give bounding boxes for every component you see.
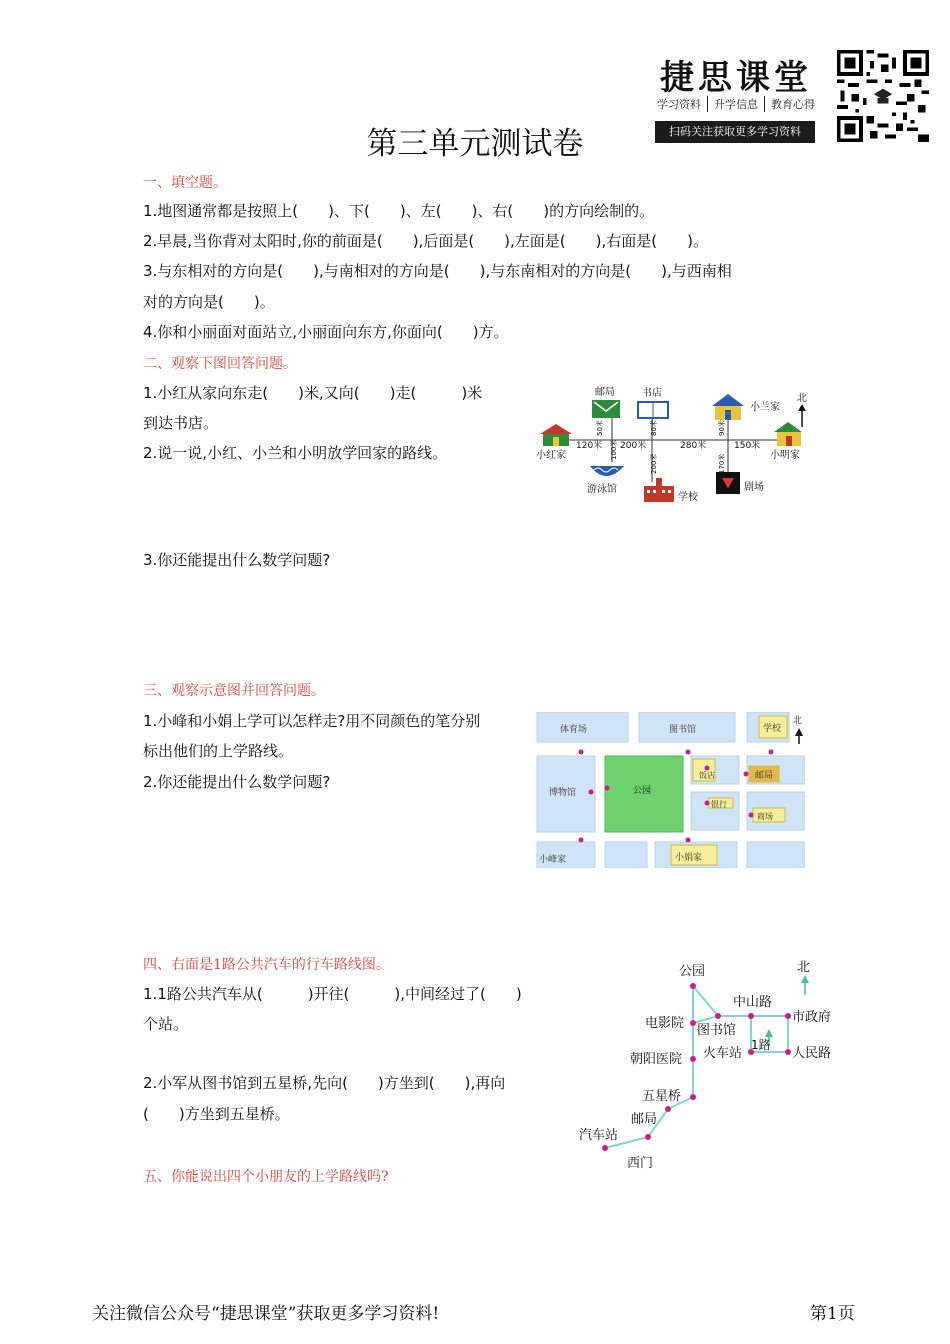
question-text: 到达书店。 bbox=[143, 414, 219, 432]
question-text: ( )方坐到五星桥。 bbox=[143, 1105, 290, 1123]
place-label: 小峰家 bbox=[539, 855, 567, 865]
place-label: 小娟家 bbox=[675, 853, 703, 863]
stop-label: 图书馆 bbox=[697, 1023, 737, 1038]
place-label: 体育场 bbox=[560, 725, 588, 735]
section-heading: 四、右面是1路公共汽车的行车路线图。 bbox=[143, 957, 390, 973]
place-label: 邮局 bbox=[595, 387, 615, 398]
stop-label: 公园 bbox=[679, 964, 706, 979]
stop-label: 电影院 bbox=[645, 1016, 685, 1031]
place-label: 商场 bbox=[757, 812, 773, 821]
stop-label: 中山路 bbox=[733, 995, 773, 1010]
house-icon bbox=[712, 394, 744, 420]
north-label: 北 bbox=[797, 393, 807, 404]
school-icon bbox=[644, 478, 674, 502]
section-heading: 二、观察下图回答问题。 bbox=[143, 356, 297, 372]
question-text: 1.1路公共汽车从( )开往( ),中间经过了( ) bbox=[143, 985, 522, 1003]
stop-label: 朝阳医院 bbox=[630, 1052, 683, 1067]
place-label: 剧场 bbox=[744, 482, 764, 493]
section-heading: 三、观察示意图并回答问题。 bbox=[143, 683, 325, 699]
brand-tag: 教育心得 bbox=[771, 98, 815, 111]
bus-route-figure bbox=[575, 955, 845, 1175]
stop-label: 汽车站 bbox=[579, 1128, 619, 1143]
question-text: 对的方向是( )。 bbox=[143, 293, 275, 311]
place-label: 银行 bbox=[711, 800, 727, 809]
question-text: 2.小军从图书馆到五星桥,先向( )方坐到( ),再向 bbox=[143, 1074, 506, 1092]
stop-label: 五星桥 bbox=[642, 1089, 682, 1104]
house-icon bbox=[774, 422, 802, 446]
place-label: 公园 bbox=[633, 786, 652, 796]
page-title: 第三单元测试卷 bbox=[366, 126, 584, 162]
question-text: 1.小红从家向东走( )米,又向( )走( )米 bbox=[143, 384, 483, 402]
place-label: 邮局 bbox=[755, 771, 774, 781]
distance-label: 120米 bbox=[576, 441, 603, 451]
north-arrow-icon bbox=[801, 975, 809, 995]
route-map-figure bbox=[532, 382, 822, 512]
north-arrow-icon bbox=[798, 404, 806, 427]
distance-label: 100米 bbox=[610, 439, 618, 460]
place-label: 游泳馆 bbox=[587, 484, 617, 495]
distance-label: 200米 bbox=[650, 453, 658, 474]
question-text: 2.说一说,小红、小兰和小明放学回家的路线。 bbox=[143, 444, 448, 462]
brand-tags bbox=[657, 96, 821, 112]
house-icon bbox=[540, 424, 572, 446]
place-label: 博物馆 bbox=[549, 788, 577, 798]
place-label: 图书馆 bbox=[669, 725, 697, 735]
brand-name: 捷思课堂 bbox=[660, 58, 812, 98]
distance-label: 280米 bbox=[680, 441, 707, 451]
question-text: 4.你和小丽面对面站立,小丽面向东方,你面向( )方。 bbox=[143, 323, 509, 341]
place-label: 小明家 bbox=[770, 450, 800, 461]
distance-label: 80米 bbox=[650, 420, 658, 436]
stop-label: 市政府 bbox=[792, 1010, 832, 1025]
place-label: 学校 bbox=[763, 724, 782, 734]
bookstore-icon bbox=[638, 402, 668, 418]
north-label: 北 bbox=[793, 716, 803, 726]
post-office-icon bbox=[592, 400, 620, 418]
stop-label: 火车站 bbox=[703, 1046, 743, 1061]
place-label: 饭店 bbox=[699, 771, 715, 780]
brand-tag: 升学信息 bbox=[708, 96, 765, 112]
question-text: 个站。 bbox=[143, 1015, 189, 1033]
route-label: 1路 bbox=[751, 1038, 771, 1052]
question-text: 2.你还能提出什么数学问题? bbox=[143, 773, 331, 791]
distance-label: 150米 bbox=[734, 441, 761, 451]
footer-note: 关注微信公众号“捷思课堂”获取更多学习资料! bbox=[92, 1304, 440, 1324]
distance-label: 90米 bbox=[718, 420, 726, 436]
section-heading: 五、你能说出四个小朋友的上学路线吗? bbox=[143, 1169, 389, 1185]
brand-banner: 扫码关注获取更多学习资料 bbox=[655, 121, 815, 143]
distance-label: 200米 bbox=[620, 441, 647, 451]
stop-label: 西门 bbox=[627, 1156, 654, 1171]
distance-label: 50米 bbox=[596, 420, 604, 436]
brand-tag: 学习资料 bbox=[657, 96, 708, 112]
section-heading: 一、填空题。 bbox=[143, 175, 227, 191]
question-text: 标出他们的上学路线。 bbox=[143, 742, 294, 760]
theater-icon bbox=[716, 472, 740, 494]
page-number: 第1页 bbox=[810, 1304, 855, 1324]
question-text: 2.早晨,当你背对太阳时,你的前面是( ),后面是( ),左面是( ),右面是( )。 bbox=[143, 232, 708, 250]
stop-label: 人民路 bbox=[792, 1046, 832, 1061]
north-label: 北 bbox=[797, 960, 811, 975]
place-label: 学校 bbox=[678, 492, 698, 503]
distance-label: 170米 bbox=[718, 453, 726, 474]
street-map-figure bbox=[535, 712, 805, 868]
stop-label: 邮局 bbox=[631, 1112, 658, 1127]
question-text: 1.小峰和小娟上学可以怎样走?用不同颜色的笔分别 bbox=[143, 712, 481, 730]
question-text: 1.地图通常都是按照上( )、下( )、左( )、右( )的方向绘制的。 bbox=[143, 202, 655, 220]
place-label: 书店 bbox=[642, 388, 662, 399]
question-text: 3.与东相对的方向是( ),与南相对的方向是( ),与东南相对的方向是( ),与西南相 bbox=[143, 262, 732, 280]
question-text: 3.你还能提出什么数学问题? bbox=[143, 551, 331, 569]
place-label: 小兰家 bbox=[750, 402, 780, 413]
swimming-pool-icon bbox=[590, 466, 624, 476]
place-label: 小红家 bbox=[536, 450, 566, 461]
